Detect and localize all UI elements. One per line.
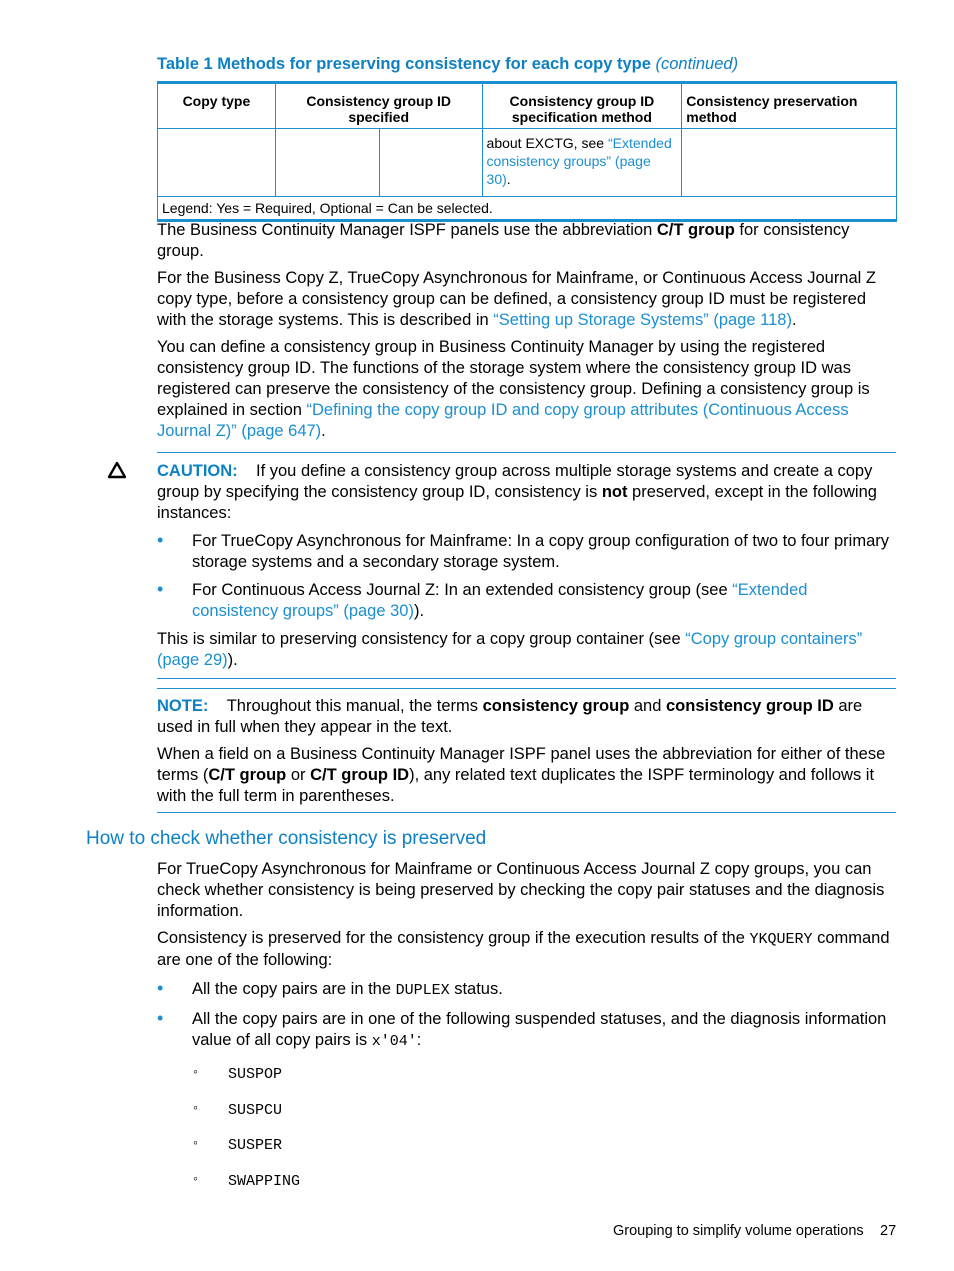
link-extended-consistency-groups[interactable]: “Extended consistency groups” (page 30) [486,135,672,187]
paragraph-define-group: You can define a consistency group in Business Continuity Manager by using the registered consistency group ID. The functions of the storage system where the consistency group ID was registered can preserve the consistency of the consistency group. Defining a consistency group is explained in section “Defining the copy group ID and copy group attributes (Continuous Access Journal Z)” (page 647). [157,338,870,440]
consistency-methods-table [157,81,897,222]
table-cell [682,129,897,197]
caution-icon [108,461,126,479]
bullet-icon: • [157,530,164,550]
table-cell [158,129,276,197]
section-heading: How to check whether consistency is preserved [86,828,487,849]
footer-text: Grouping to simplify volume operations [613,1223,864,1239]
bullet-icon: • [157,579,164,599]
table-cell [379,129,482,197]
caution-text: CAUTION: If you define a consistency group across multiple storage systems and create a copy group by specifying the consistency group ID, consistency is not preserved, except in the following instances: [157,462,877,522]
header-preservation-method: Consistency preservation method [682,83,897,129]
sub-bullet-icon: ◦ [193,1170,198,1186]
table-legend: Legend: Yes = Required, Optional = Can be selected. [158,197,897,221]
link-defining-copy-group[interactable]: “Defining the copy group ID and copy group attributes (Continuous Access Journal Z)” (page 647) [157,401,849,440]
caution-bullet-2: For Continuous Access Journal Z: In an extended consistency group (see “Extended consistency groups” (page 30)). [192,581,808,620]
caution-top-rule [157,452,896,453]
paragraph-ct-group: The Business Continuity Manager ISPF panels use the abbreviation C/T group for consistency group. [157,221,850,260]
link-extended-consistency-groups-2[interactable]: “Extended consistency groups” (page 30) [192,581,808,620]
status-swapping: SWAPPING [228,1173,301,1190]
link-copy-group-containers[interactable]: “Copy group containers” (page 29) [157,630,863,669]
status-suspcu: SUSPCU [228,1102,283,1119]
page-number: 27 [880,1223,897,1239]
section-paragraph-1: For TrueCopy Asynchronous for Mainframe or Continuous Access Journal Z copy groups, you can check whether consistency is being preserved by checking the copy pair statuses and the diagnosis information. [157,860,885,920]
caution-bullet-1: For TrueCopy Asynchronous for Mainframe: In a copy group configuration of two to four primary storage systems and a secondary storage system. [192,532,889,571]
link-setting-up-storage[interactable]: “Setting up Storage Systems” (page 118) [493,311,792,329]
header-copy-type: Copy type [158,83,276,129]
bullet-icon: • [157,978,164,998]
note-text: NOTE: Throughout this manual, the terms consistency group and consistency group ID are used in full when they appear in the text. [157,697,863,736]
note-bottom-rule [157,812,896,813]
status-susper: SUSPER [228,1137,283,1154]
sub-bullet-icon: ◦ [193,1099,198,1115]
table-cell [275,129,379,197]
caution-similar: This is similar to preserving consistency for a copy group container (see “Copy group containers” (page 29)). [157,630,863,669]
note-top-rule-1 [157,678,896,679]
bullet-icon: • [157,1008,164,1028]
note-paragraph-2: When a field on a Business Continuity Manager ISPF panel uses the abbreviation for either of these terms (C/T group or C/T group ID), any related text duplicates the ISPF terminology and follows it with the full term in parentheses. [157,745,886,805]
sub-bullet-icon: ◦ [193,1134,198,1150]
section-bullet-2: All the copy pairs are in one of the following suspended statuses, and the diagnosis information value of all copy pairs is x'04': [192,1010,887,1050]
paragraph-registration: For the Business Copy Z, TrueCopy Asynchronous for Mainframe, or Continuous Access Journal Z copy type, before a consistency group can be defined, a consistency group ID must be registered with the storage systems. This is described in “Setting up Storage Systems” (page 118). [157,269,876,329]
caution-label: CAUTION: [157,462,238,480]
code-x04: x'04' [371,1033,417,1050]
table-cell-about: about EXCTG, see “Extended consistency groups” (page 30). [482,129,682,197]
table-title: Table 1 Methods for preserving consistency for each copy type (continued) [157,55,739,73]
code-duplex: DUPLEX [395,982,450,999]
header-spec-method: Consistency group ID specification method [482,83,682,129]
sub-bullet-icon: ◦ [193,1063,198,1079]
note-top-rule-2 [157,688,896,689]
section-bullet-1: All the copy pairs are in the DUPLEX status. [192,980,503,999]
section-paragraph-2: Consistency is preserved for the consistency group if the execution results of the YKQUERY command are one of the following: [157,929,890,969]
header-group-id-specified: Consistency group ID specified [275,83,482,129]
status-suspop: SUSPOP [228,1066,283,1083]
code-ykquery: YKQUERY [749,931,813,948]
note-label: NOTE: [157,697,209,715]
